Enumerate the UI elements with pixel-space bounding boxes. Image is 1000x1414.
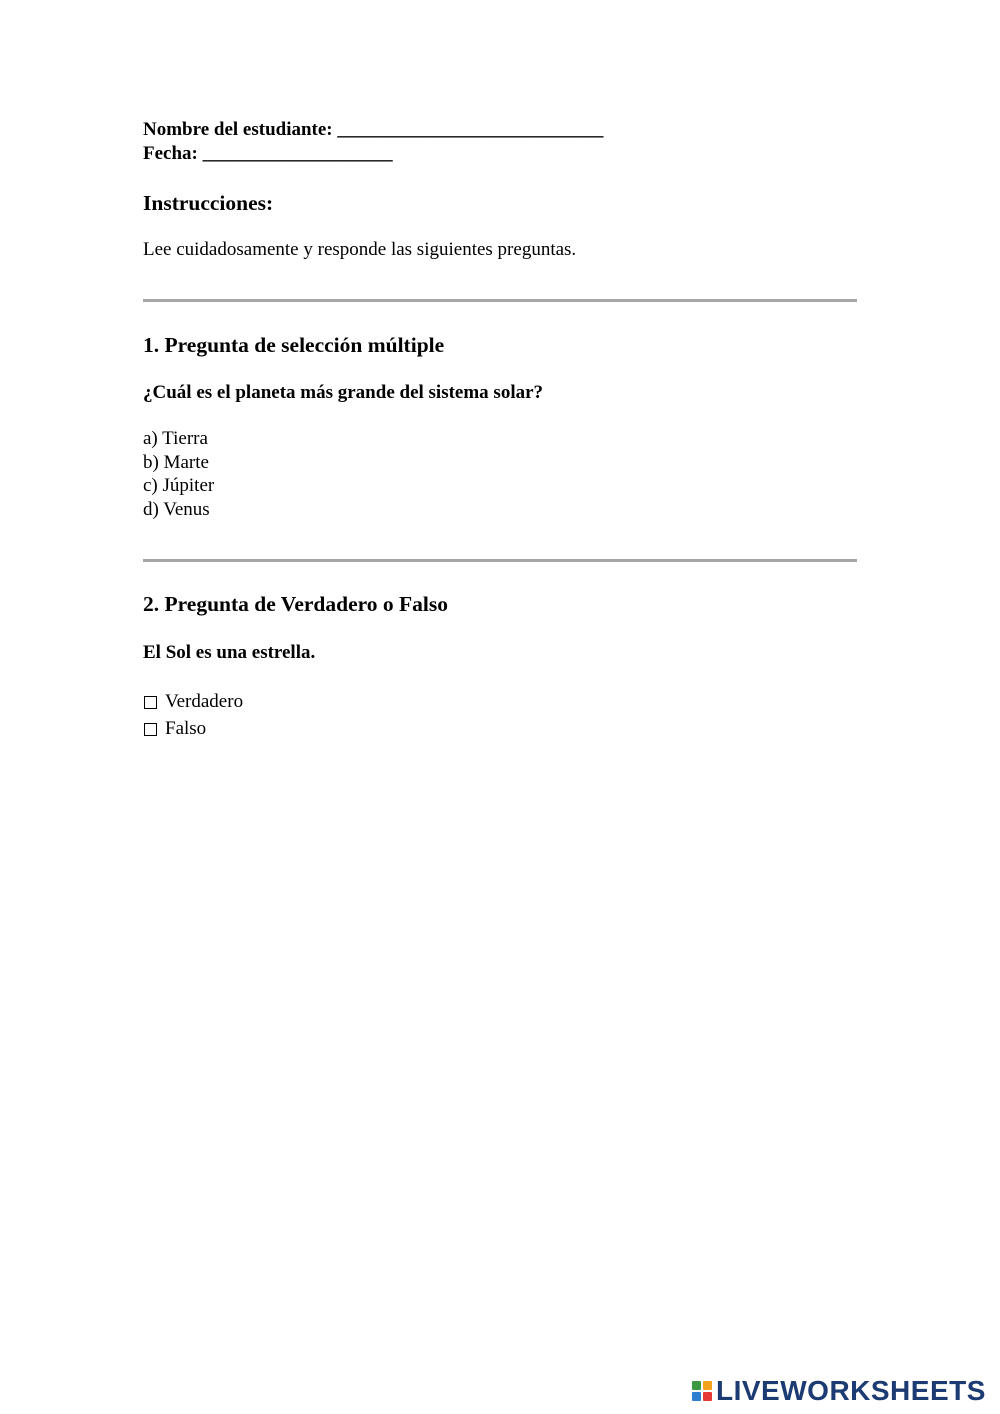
logo-mark-icon (692, 1381, 712, 1401)
option-true[interactable] (143, 688, 243, 715)
option-b[interactable]: b) Marte (143, 451, 209, 473)
instructions-title: Instrucciones: (143, 191, 274, 215)
question-1-options (143, 427, 214, 521)
question-1-prompt: ¿Cuál es el planeta más grande del sistema solar? (143, 382, 544, 403)
question-2-heading: 2. Pregunta de Verdadero o Falso (143, 592, 448, 616)
question-2-prompt: El Sol es una estrella. (143, 642, 316, 663)
divider (143, 299, 857, 302)
student-name-field[interactable]: Nombre del estudiante: ____________________________ (143, 119, 604, 140)
option-false[interactable] (143, 715, 243, 742)
question-1-heading: 1. Pregunta de selección múltiple (143, 333, 445, 357)
liveworksheets-logo (692, 1376, 986, 1406)
option-true-label: Verdadero (165, 691, 244, 712)
option-a[interactable]: a) Tierra (143, 428, 208, 449)
logo-text: LIVEWORKSHEETS (716, 1375, 986, 1406)
option-c[interactable]: c) Júpiter (143, 475, 215, 496)
checkbox-icon[interactable] (144, 696, 157, 709)
instructions-text: Lee cuidadosamente y responde las siguientes preguntas. (143, 239, 577, 260)
divider (143, 559, 857, 562)
option-d[interactable]: d) Venus (143, 498, 210, 520)
date-field[interactable]: Fecha: ____________________ (143, 143, 393, 164)
option-false-label: Falso (165, 718, 207, 739)
worksheet (143, 118, 857, 739)
question-2-options (143, 688, 243, 742)
checkbox-icon[interactable] (144, 723, 157, 736)
